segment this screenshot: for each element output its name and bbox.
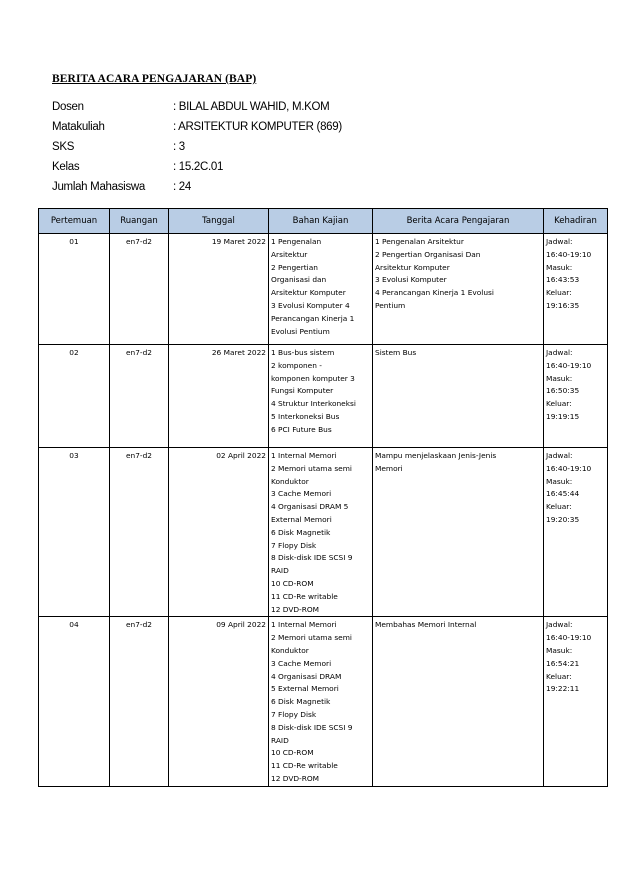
info-row-kelas <box>52 157 342 177</box>
table-row <box>39 234 608 345</box>
cell-kehadiran-line: Masuk: <box>546 476 573 486</box>
info-row-dosen <box>52 97 342 117</box>
cell-bahan-kajian-line: Arsitektur Komputer <box>271 288 346 298</box>
cell-bahan-kajian-line: Fungsi Komputer <box>271 386 334 396</box>
info-row-sks <box>52 137 342 157</box>
cell-tanggal: 02 April 2022 <box>169 448 269 617</box>
cell-bahan-kajian-line: 8 Disk-disk IDE SCSI 9 <box>271 553 353 563</box>
cell-kehadiran-line: 16:43:53 <box>546 275 580 285</box>
table-row <box>39 345 608 448</box>
cell-kehadiran-line: 16:40-19:10 <box>546 633 592 643</box>
cell-bahan-kajian-line: 4 Organisasi DRAM <box>271 671 342 681</box>
cell-bahan-kajian-line: 1 Internal Memori <box>271 451 337 460</box>
info-label: SKS <box>52 141 75 153</box>
info-section <box>52 97 342 197</box>
cell-bahan-kajian-line: 6 Disk Magnetik <box>271 697 331 707</box>
cell-tanggal: 19 Maret 2022 <box>169 234 269 345</box>
cell-bahan-kajian-line: 12 DVD-ROM <box>271 773 320 783</box>
cell-kehadiran-line: 16:40-19:10 <box>546 463 592 473</box>
cell-kehadiran-line: 19:16:35 <box>546 300 580 310</box>
cell-bahan-kajian-line: Evolusi Pentium <box>271 326 330 336</box>
cell-bahan-kajian-line: 3 Cache Memori <box>271 489 332 499</box>
cell-berita-acara-line: Membahas Memori Internal <box>375 620 477 630</box>
cell-bahan-kajian-line: 8 Disk-disk IDE SCSI 9 <box>271 722 353 732</box>
cell-kehadiran-line: 16:45:44 <box>546 489 580 499</box>
table-row <box>39 448 608 617</box>
cell-bahan-kajian-line: Arsitektur <box>271 249 308 259</box>
cell-berita-acara-line: 3 Evolusi Komputer <box>375 275 447 285</box>
info-label: Matakuliah <box>52 121 105 133</box>
cell-bahan-kajian-line: Konduktor <box>271 476 309 486</box>
header-ruangan: Ruangan <box>110 209 169 234</box>
cell-berita-acara <box>373 617 544 787</box>
cell-tanggal: 09 April 2022 <box>169 617 269 787</box>
cell-bahan-kajian-line: 12 DVD-ROM <box>271 604 320 614</box>
info-value: : 3 <box>173 141 185 153</box>
cell-kehadiran-line: 19:19:15 <box>546 411 580 421</box>
info-label: Dosen <box>52 101 84 113</box>
header-berita-acara: Berita Acara Pengajaran <box>373 209 544 234</box>
cell-kehadiran-line: 16:40-19:10 <box>546 360 592 370</box>
cell-berita-acara-line: 4 Perancangan Kinerja 1 Evolusi <box>375 288 494 298</box>
info-row-jumlah-mahasiswa <box>52 177 342 197</box>
cell-bahan-kajian-line: 5 External Memori <box>271 684 339 694</box>
table-header-row <box>39 209 608 234</box>
cell-pertemuan: 03 <box>39 448 110 617</box>
cell-kehadiran-line: 19:20:35 <box>546 514 580 524</box>
info-label: Jumlah Mahasiswa <box>52 181 145 193</box>
info-value: : 24 <box>173 181 191 193</box>
header-kehadiran: Kehadiran <box>544 209 608 234</box>
cell-kehadiran-line: Keluar: <box>546 399 572 409</box>
cell-bahan-kajian-line: Konduktor <box>271 645 309 655</box>
cell-bahan-kajian-line: 2 komponen - <box>271 360 322 370</box>
header-bahan-kajian: Bahan Kajian <box>269 209 373 234</box>
cell-kehadiran <box>544 234 608 345</box>
cell-bahan-kajian-line: 7 Flopy Disk <box>271 540 317 550</box>
info-value: : 15.2C.01 <box>173 161 224 173</box>
cell-bahan-kajian-line: 5 Interkoneksi Bus <box>271 411 340 421</box>
cell-berita-acara <box>373 234 544 345</box>
cell-bahan-kajian-line: 4 Organisasi DRAM 5 <box>271 502 349 512</box>
cell-pertemuan: 04 <box>39 617 110 787</box>
cell-kehadiran-line: 16:54:21 <box>546 658 580 668</box>
cell-berita-acara-line: Mampu menjelaskaan Jenis-Jenis <box>375 451 497 460</box>
cell-berita-acara-line: Memori <box>375 463 403 473</box>
cell-bahan-kajian-line: RAID <box>271 566 289 576</box>
cell-berita-acara <box>373 448 544 617</box>
cell-tanggal: 26 Maret 2022 <box>169 345 269 448</box>
cell-kehadiran-line: 19:22:11 <box>546 684 580 694</box>
cell-kehadiran-line: Jadwal: <box>546 620 573 630</box>
cell-ruangan: en7-d2 <box>110 448 169 617</box>
cell-pertemuan: 01 <box>39 234 110 345</box>
cell-bahan-kajian-line: RAID <box>271 735 289 745</box>
cell-berita-acara-line: 1 Pengenalan Arsitektur <box>375 237 464 246</box>
header-pertemuan: Pertemuan <box>39 209 110 234</box>
cell-bahan-kajian-line: 10 CD-ROM <box>271 748 314 758</box>
cell-bahan-kajian-line: External Memori <box>271 514 332 524</box>
cell-bahan-kajian <box>269 617 373 787</box>
cell-kehadiran-line: 16:40-19:10 <box>546 249 592 259</box>
cell-kehadiran <box>544 448 608 617</box>
info-value: : BILAL ABDUL WAHID, M.KOM <box>173 101 330 113</box>
cell-ruangan: en7-d2 <box>110 345 169 448</box>
cell-pertemuan: 02 <box>39 345 110 448</box>
cell-berita-acara-line: 2 Pengertian Organisasi Dan <box>375 249 481 259</box>
cell-bahan-kajian-line: 1 Internal Memori <box>271 620 337 630</box>
cell-bahan-kajian-line: 11 CD-Re writable <box>271 591 338 601</box>
cell-bahan-kajian-line: 1 Bus-bus sistem <box>271 348 335 357</box>
info-value: : ARSITEKTUR KOMPUTER (869) <box>173 121 342 133</box>
cell-berita-acara-line: Arsitektur Komputer <box>375 262 450 272</box>
cell-kehadiran-line: Keluar: <box>546 502 572 512</box>
cell-bahan-kajian-line: komponen komputer 3 <box>271 373 355 383</box>
cell-kehadiran-line: Masuk: <box>546 373 573 383</box>
cell-bahan-kajian-line: 10 CD-ROM <box>271 578 314 588</box>
cell-bahan-kajian-line: Perancangan Kinerja 1 <box>271 313 355 323</box>
document-title: BERITA ACARA PENGAJARAN (BAP) <box>52 73 257 85</box>
bap-table <box>38 208 608 787</box>
cell-kehadiran-line: Jadwal: <box>546 348 573 357</box>
info-label: Kelas <box>52 161 80 173</box>
cell-bahan-kajian-line: 1 Pengenalan <box>271 237 322 246</box>
cell-bahan-kajian-line: 6 PCI Future Bus <box>271 424 332 434</box>
cell-bahan-kajian-line: 4 Struktur Interkoneksi <box>271 399 356 409</box>
cell-kehadiran-line: Keluar: <box>546 288 572 298</box>
cell-bahan-kajian-line: 2 Pengertian <box>271 262 318 272</box>
header-tanggal: Tanggal <box>169 209 269 234</box>
cell-bahan-kajian-line: Organisasi dan <box>271 275 327 285</box>
cell-berita-acara-line: Pentium <box>375 300 406 310</box>
info-row-matakuliah <box>52 117 342 137</box>
cell-kehadiran-line: 16:50:35 <box>546 386 580 396</box>
cell-bahan-kajian-line: 3 Cache Memori <box>271 658 332 668</box>
cell-kehadiran <box>544 345 608 448</box>
cell-berita-acara-line: Sistem Bus <box>375 348 417 357</box>
cell-bahan-kajian-line: 2 Memori utama semi <box>271 633 352 643</box>
cell-bahan-kajian <box>269 234 373 345</box>
cell-kehadiran-line: Masuk: <box>546 262 573 272</box>
cell-bahan-kajian-line: 11 CD-Re writable <box>271 761 338 771</box>
cell-bahan-kajian <box>269 448 373 617</box>
cell-bahan-kajian-line: 3 Evolusi Komputer 4 <box>271 300 350 310</box>
table-row <box>39 617 608 787</box>
cell-bahan-kajian-line: 2 Memori utama semi <box>271 463 352 473</box>
cell-kehadiran <box>544 617 608 787</box>
cell-ruangan: en7-d2 <box>110 617 169 787</box>
cell-kehadiran-line: Masuk: <box>546 645 573 655</box>
cell-kehadiran-line: Jadwal: <box>546 451 573 460</box>
cell-bahan-kajian-line: 6 Disk Magnetik <box>271 527 331 537</box>
cell-berita-acara <box>373 345 544 448</box>
cell-ruangan: en7-d2 <box>110 234 169 345</box>
cell-kehadiran-line: Jadwal: <box>546 237 573 246</box>
cell-bahan-kajian-line: 7 Flopy Disk <box>271 709 317 719</box>
cell-bahan-kajian <box>269 345 373 448</box>
cell-kehadiran-line: Keluar: <box>546 671 572 681</box>
